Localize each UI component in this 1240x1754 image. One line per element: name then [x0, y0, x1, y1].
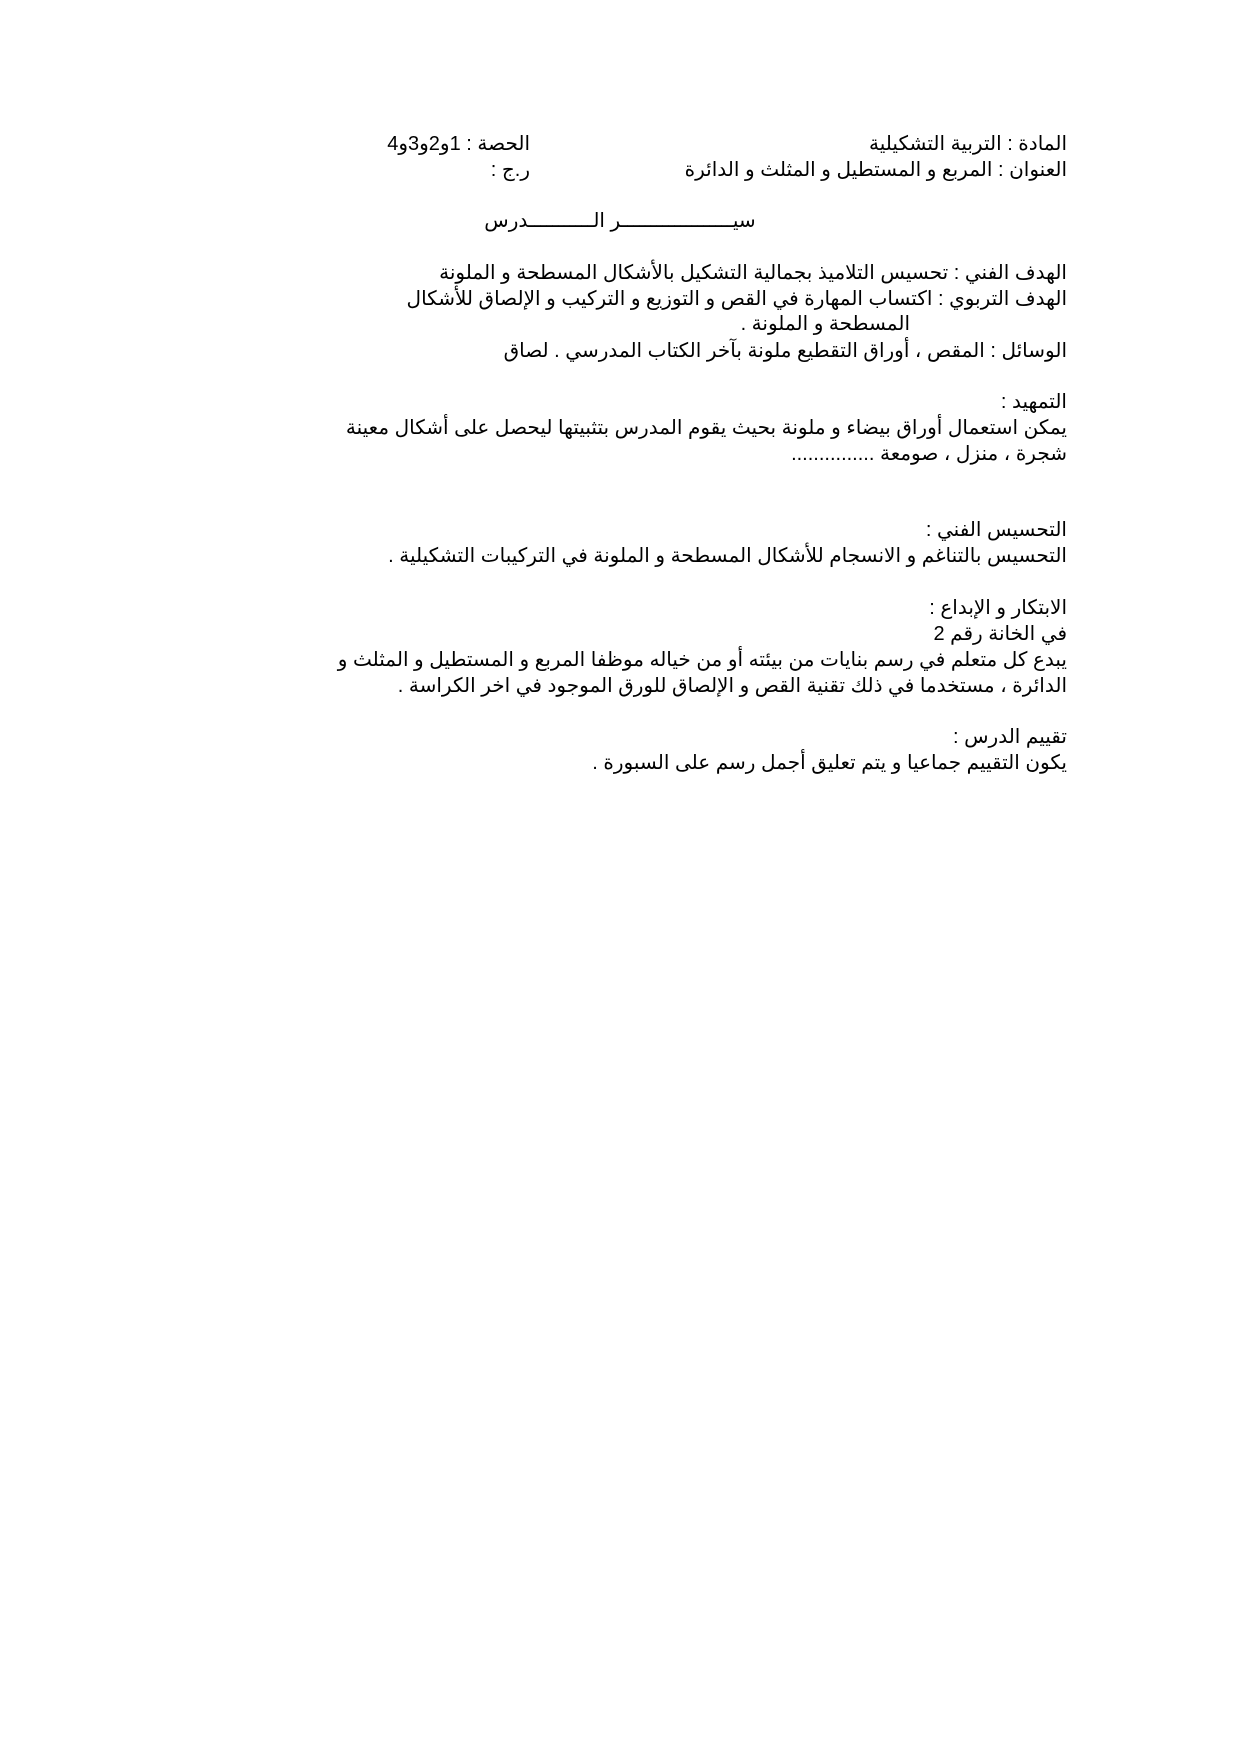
creativity-line2: يبدع كل متعلم في رسم بنايات من بيئته أو من خياله موظفا المربع و المستطيل و المثلث و — [337, 649, 1067, 671]
evaluation-heading: تقييم الدرس : — [953, 726, 1067, 748]
materials-line: الوسائل : المقص ، أوراق التقطيع ملونة بآخر الكتاب المدرسي . لصاق — [503, 340, 1067, 362]
reference-line: ر.ج : — [490, 159, 530, 181]
sensitization-line1: التحسيس بالتناغم و الانسجام للأشكال المسطحة و الملونة في التركيبات التشكيلية . — [388, 545, 1067, 567]
lesson-heading: سيـــــــــــــــــــر الـــــــــــدرس — [484, 210, 756, 232]
creativity-heading: الابتكار و الإبداع : — [929, 597, 1067, 619]
intro-line2: شجرة ، منزل ، صومعة ............... — [791, 443, 1067, 465]
educational-objective-line1: الهدف التربوي : اكتساب المهارة في القص و التوزيع و التركيب و الإلصاق للأشكال — [406, 288, 1067, 310]
evaluation-line1: يكون التقييم جماعيا و يتم تعليق أجمل رسم على السبورة . — [592, 752, 1067, 774]
subject-line: المادة : التربية التشكيلية — [869, 133, 1067, 155]
intro-line1: يمكن استعمال أوراق بيضاء و ملونة بحيث يقوم المدرس بتثبيتها ليحصل على أشكال معينة — [345, 417, 1067, 439]
intro-heading: التمهيد : — [1000, 391, 1067, 413]
title-line: العنوان : المربع و المستطيل و المثلث و الدائرة — [684, 159, 1067, 181]
creativity-line3: الدائرة ، مستخدما في ذلك تقنية القص و الإلصاق للورق الموجود في اخر الكراسة . — [397, 675, 1067, 697]
creativity-line1: في الخانة رقم 2 — [933, 623, 1067, 645]
sensitization-heading: التحسيس الفني : — [925, 519, 1067, 541]
artistic-objective: الهدف الفني : تحسيس التلاميذ بجمالية التشكيل بالأشكال المسطحة و الملونة — [439, 262, 1067, 284]
session-line: الحصة : 1و2و3و4 — [387, 133, 530, 155]
educational-objective-line2: المسطحة و الملونة . — [740, 313, 910, 335]
